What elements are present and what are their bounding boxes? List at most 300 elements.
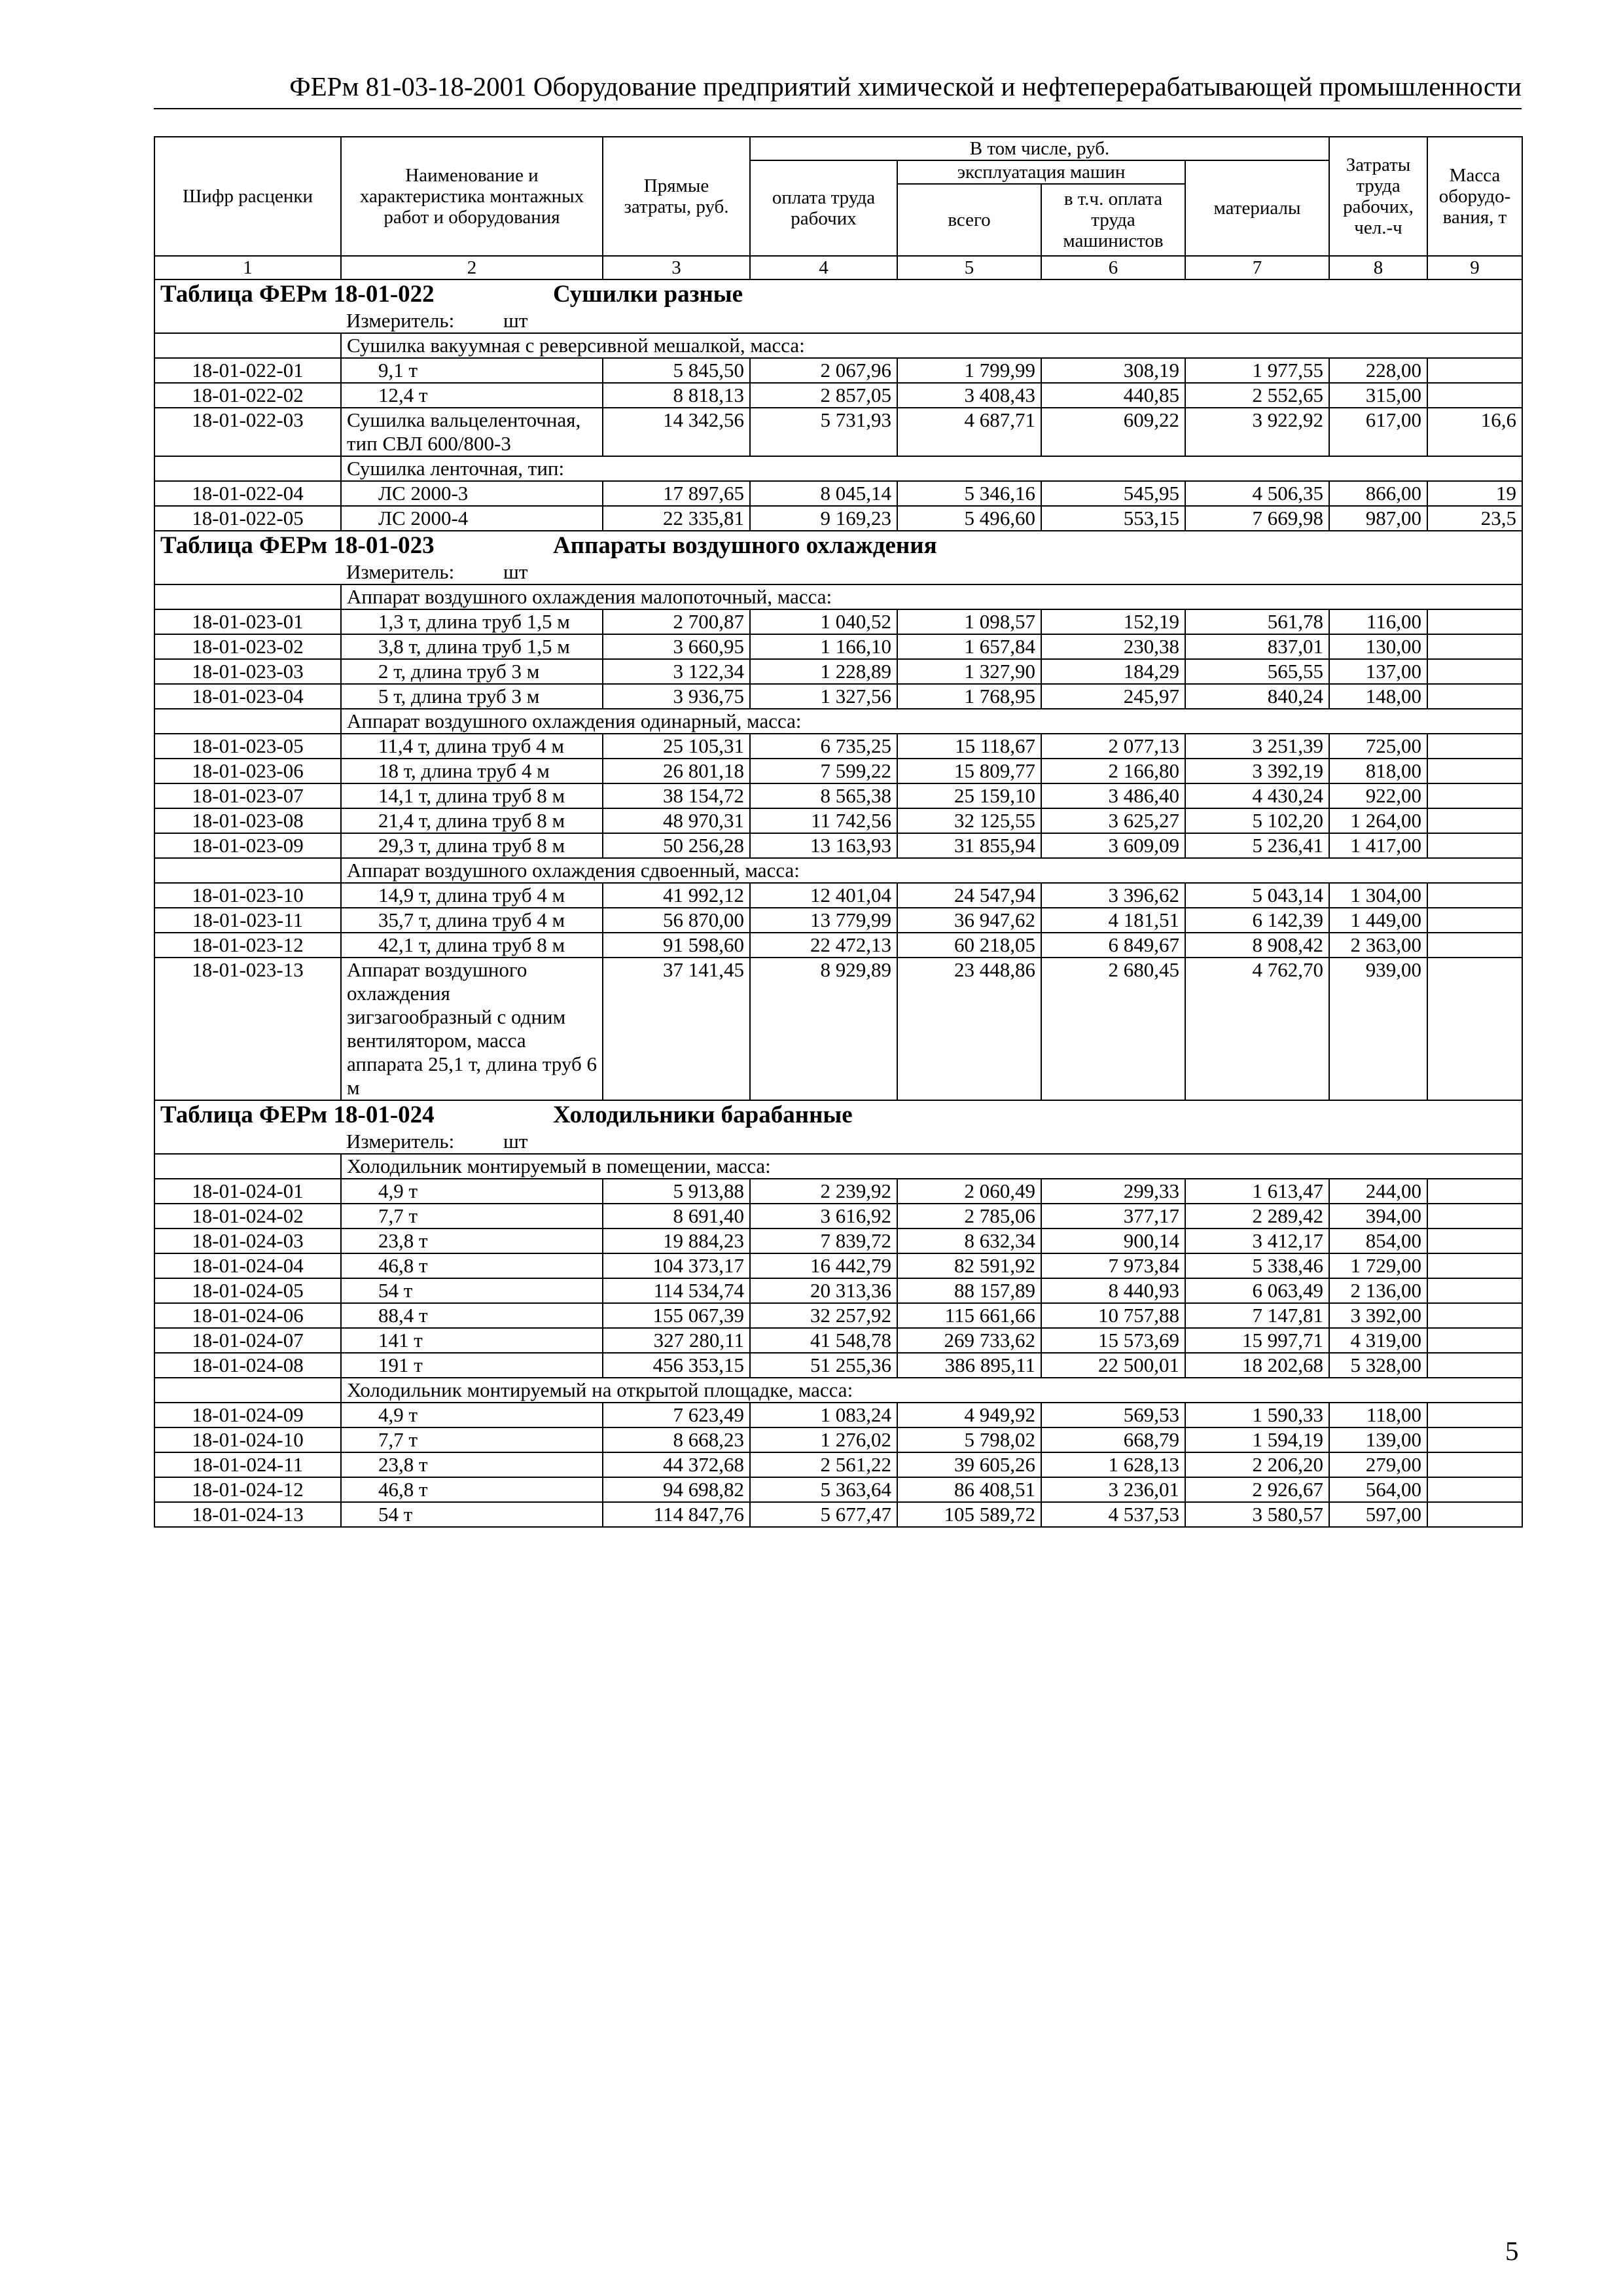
work-name: Аппарат воздушного охлаждения зигзагообразный с одним вентилятором, масса аппарата 25,1 т, длина труб 6 м (341, 958, 603, 1100)
cell-materials: 565,55 (1185, 659, 1329, 684)
group-heading-blank (154, 1154, 341, 1179)
rate-code: 18-01-023-08 (154, 808, 341, 833)
rate-code: 18-01-024-09 (154, 1403, 341, 1427)
cell-hours: 1 729,00 (1329, 1253, 1427, 1278)
col-header-direct: Прямые затраты, руб. (603, 137, 750, 256)
rate-code: 18-01-023-13 (154, 958, 341, 1100)
cell-m-total: 8 632,34 (897, 1229, 1041, 1253)
header-rule (154, 108, 1522, 109)
cell-labor: 11 742,56 (750, 808, 897, 833)
col-header-materials: материалы (1185, 160, 1329, 256)
cell-m-labor: 10 757,88 (1041, 1303, 1185, 1328)
section-title-cell (154, 279, 1522, 309)
table-row (154, 958, 1522, 1100)
cell-direct: 327 280,11 (603, 1328, 750, 1353)
col-header-m-total: всего (897, 184, 1041, 256)
table-row (154, 1253, 1522, 1278)
group-heading-row (154, 858, 1522, 883)
cell-mass (1427, 1253, 1522, 1278)
section-number: Таблица ФЕРм 18-01-024 (160, 1102, 435, 1128)
measure-blank (154, 560, 341, 584)
work-name: Сушилка вальцеленточная, тип СВЛ 600/800-3 (341, 408, 603, 456)
work-name: ЛС 2000-3 (341, 481, 603, 506)
col-number: 1 (154, 256, 341, 279)
table-row (154, 1353, 1522, 1378)
measure-cell (341, 1130, 1522, 1154)
cell-m-total: 4 687,71 (897, 408, 1041, 456)
cell-m-labor: 8 440,93 (1041, 1278, 1185, 1303)
cell-materials: 837,01 (1185, 634, 1329, 659)
rate-code: 18-01-024-07 (154, 1328, 341, 1353)
cell-materials: 4 762,70 (1185, 958, 1329, 1100)
cell-hours: 2 136,00 (1329, 1278, 1427, 1303)
cell-materials: 2 552,65 (1185, 383, 1329, 408)
cell-direct: 44 372,68 (603, 1452, 750, 1477)
cell-m-labor: 4 537,53 (1041, 1502, 1185, 1527)
work-name: 14,9 т, длина труб 4 м (341, 883, 603, 908)
cell-labor: 2 857,05 (750, 383, 897, 408)
col-number: 2 (341, 256, 603, 279)
cell-m-total: 1 799,99 (897, 358, 1041, 383)
cell-m-total: 39 605,26 (897, 1452, 1041, 1477)
cell-materials: 3 580,57 (1185, 1502, 1329, 1527)
rate-code: 18-01-023-11 (154, 908, 341, 933)
cell-direct: 50 256,28 (603, 833, 750, 858)
cell-labor: 12 401,04 (750, 883, 897, 908)
cell-m-labor: 4 181,51 (1041, 908, 1185, 933)
measure-blank (154, 309, 341, 333)
rate-code: 18-01-024-03 (154, 1229, 341, 1253)
cell-hours: 244,00 (1329, 1179, 1427, 1204)
cell-direct: 26 801,18 (603, 759, 750, 783)
cell-m-total: 25 159,10 (897, 783, 1041, 808)
cell-mass (1427, 933, 1522, 958)
cell-hours: 1 417,00 (1329, 833, 1427, 858)
cell-m-total: 60 218,05 (897, 933, 1041, 958)
cell-materials: 5 043,14 (1185, 883, 1329, 908)
work-name: 23,8 т (341, 1452, 603, 1477)
cell-hours: 939,00 (1329, 958, 1427, 1100)
col-number: 8 (1329, 256, 1427, 279)
cell-m-total: 82 591,92 (897, 1253, 1041, 1278)
cell-mass (1427, 634, 1522, 659)
rate-code: 18-01-023-04 (154, 684, 341, 709)
cell-m-labor: 668,79 (1041, 1427, 1185, 1452)
cell-mass (1427, 1502, 1522, 1527)
table-row (154, 783, 1522, 808)
cell-m-labor: 553,15 (1041, 506, 1185, 531)
group-heading: Холодильник монтируемый на открытой площадке, масса: (341, 1378, 1522, 1403)
cell-mass (1427, 1477, 1522, 1502)
cell-m-total: 115 661,66 (897, 1303, 1041, 1328)
table-row (154, 833, 1522, 858)
cell-materials: 2 926,67 (1185, 1477, 1329, 1502)
cell-labor: 6 735,25 (750, 734, 897, 759)
rate-code: 18-01-022-04 (154, 481, 341, 506)
cell-mass (1427, 1452, 1522, 1477)
cell-direct: 114 534,74 (603, 1278, 750, 1303)
section-number: Таблица ФЕРм 18-01-023 (160, 532, 435, 559)
measure-unit: шт (503, 560, 528, 583)
table-row (154, 908, 1522, 933)
cell-materials: 4 506,35 (1185, 481, 1329, 506)
measure-row (154, 309, 1522, 333)
cell-labor: 1 083,24 (750, 1403, 897, 1427)
page-number: 5 (1505, 2236, 1519, 2266)
rate-code: 18-01-023-09 (154, 833, 341, 858)
cell-hours: 922,00 (1329, 783, 1427, 808)
cell-m-total: 1 327,90 (897, 659, 1041, 684)
cell-m-labor: 299,33 (1041, 1179, 1185, 1204)
cell-m-total: 2 060,49 (897, 1179, 1041, 1204)
cell-mass (1427, 908, 1522, 933)
cell-mass (1427, 1403, 1522, 1427)
section-subtitle: Холодильники барабанные (553, 1102, 853, 1128)
rate-code: 18-01-023-03 (154, 659, 341, 684)
cell-labor: 41 548,78 (750, 1328, 897, 1353)
cell-labor: 2 561,22 (750, 1452, 897, 1477)
cell-materials: 8 908,42 (1185, 933, 1329, 958)
cell-m-labor: 1 628,13 (1041, 1452, 1185, 1477)
rates-table (154, 136, 1523, 1528)
cell-direct: 155 067,39 (603, 1303, 750, 1328)
table-row (154, 634, 1522, 659)
rate-code: 18-01-023-07 (154, 783, 341, 808)
cell-direct: 56 870,00 (603, 908, 750, 933)
work-name: 46,8 т (341, 1253, 603, 1278)
col-number: 6 (1041, 256, 1185, 279)
cell-labor: 7 839,72 (750, 1229, 897, 1253)
table-row (154, 808, 1522, 833)
cell-materials: 15 997,71 (1185, 1328, 1329, 1353)
cell-hours: 279,00 (1329, 1452, 1427, 1477)
cell-hours: 228,00 (1329, 358, 1427, 383)
cell-hours: 1 304,00 (1329, 883, 1427, 908)
cell-hours: 315,00 (1329, 383, 1427, 408)
work-name: 54 т (341, 1278, 603, 1303)
measure-unit: шт (503, 309, 528, 332)
group-heading-row (154, 333, 1522, 358)
cell-mass: 19 (1427, 481, 1522, 506)
group-heading-blank (154, 584, 341, 609)
cell-labor: 13 779,99 (750, 908, 897, 933)
cell-m-labor: 569,53 (1041, 1403, 1185, 1427)
work-name: 2 т, длина труб 3 м (341, 659, 603, 684)
rate-code: 18-01-024-02 (154, 1204, 341, 1229)
work-name: 9,1 т (341, 358, 603, 383)
rate-code: 18-01-022-01 (154, 358, 341, 383)
table-row (154, 506, 1522, 531)
measure-cell (341, 560, 1522, 584)
measure-row (154, 560, 1522, 584)
cell-m-total: 5 798,02 (897, 1427, 1041, 1452)
cell-mass: 16,6 (1427, 408, 1522, 456)
cell-m-total: 1 098,57 (897, 609, 1041, 634)
cell-direct: 104 373,17 (603, 1253, 750, 1278)
cell-m-labor: 545,95 (1041, 481, 1185, 506)
cell-m-total: 24 547,94 (897, 883, 1041, 908)
cell-m-labor: 900,14 (1041, 1229, 1185, 1253)
work-name: 88,4 т (341, 1303, 603, 1328)
group-heading-blank (154, 709, 341, 734)
col-number: 3 (603, 256, 750, 279)
cell-direct: 114 847,76 (603, 1502, 750, 1527)
work-name: 7,7 т (341, 1204, 603, 1229)
rate-code: 18-01-023-05 (154, 734, 341, 759)
cell-labor: 9 169,23 (750, 506, 897, 531)
cell-m-labor: 245,97 (1041, 684, 1185, 709)
cell-mass (1427, 759, 1522, 783)
cell-labor: 2 067,96 (750, 358, 897, 383)
cell-materials: 1 594,19 (1185, 1427, 1329, 1452)
group-heading-blank (154, 1378, 341, 1403)
col-header-incl: В том числе, руб. (750, 137, 1329, 160)
table-row (154, 1303, 1522, 1328)
table-row (154, 1403, 1522, 1427)
cell-hours: 617,00 (1329, 408, 1427, 456)
group-heading: Аппарат воздушного охлаждения малопоточный, масса: (341, 584, 1522, 609)
rate-code: 18-01-022-02 (154, 383, 341, 408)
work-name: 42,1 т, длина труб 8 м (341, 933, 603, 958)
cell-direct: 7 623,49 (603, 1403, 750, 1427)
cell-hours: 139,00 (1329, 1427, 1427, 1452)
group-heading: Сушилка вакуумная с реверсивной мешалкой, масса: (341, 333, 1522, 358)
cell-labor: 2 239,92 (750, 1179, 897, 1204)
cell-m-labor: 377,17 (1041, 1204, 1185, 1229)
cell-hours: 5 328,00 (1329, 1353, 1427, 1378)
table-row (154, 1328, 1522, 1353)
cell-mass (1427, 358, 1522, 383)
rate-code: 18-01-023-02 (154, 634, 341, 659)
cell-labor: 1 327,56 (750, 684, 897, 709)
cell-direct: 8 668,23 (603, 1427, 750, 1452)
cell-labor: 1 166,10 (750, 634, 897, 659)
cell-materials: 3 392,19 (1185, 759, 1329, 783)
cell-m-total: 2 785,06 (897, 1204, 1041, 1229)
table-row (154, 933, 1522, 958)
col-header-code: Шифр расценки (154, 137, 341, 256)
cell-m-total: 88 157,89 (897, 1278, 1041, 1303)
cell-m-labor: 22 500,01 (1041, 1353, 1185, 1378)
cell-direct: 22 335,81 (603, 506, 750, 531)
cell-labor: 51 255,36 (750, 1353, 897, 1378)
cell-direct: 5 845,50 (603, 358, 750, 383)
group-heading-row (154, 456, 1522, 481)
cell-m-labor: 3 609,09 (1041, 833, 1185, 858)
col-number: 4 (750, 256, 897, 279)
rate-code: 18-01-023-12 (154, 933, 341, 958)
group-heading-row (154, 709, 1522, 734)
work-name: 191 т (341, 1353, 603, 1378)
table-row (154, 408, 1522, 456)
cell-labor: 22 472,13 (750, 933, 897, 958)
cell-m-total: 23 448,86 (897, 958, 1041, 1100)
cell-mass (1427, 734, 1522, 759)
work-name: 54 т (341, 1502, 603, 1527)
cell-m-labor: 184,29 (1041, 659, 1185, 684)
cell-materials: 2 206,20 (1185, 1452, 1329, 1477)
cell-direct: 94 698,82 (603, 1477, 750, 1502)
cell-hours: 866,00 (1329, 481, 1427, 506)
col-header-name: Наименование и характеристика монтажных работ и оборудования (341, 137, 603, 256)
cell-materials: 3 412,17 (1185, 1229, 1329, 1253)
cell-mass (1427, 958, 1522, 1100)
cell-labor: 13 163,93 (750, 833, 897, 858)
work-name: 1,3 т, длина труб 1,5 м (341, 609, 603, 634)
cell-hours: 2 363,00 (1329, 933, 1427, 958)
work-name: 5 т, длина труб 3 м (341, 684, 603, 709)
measure-unit: шт (503, 1130, 528, 1153)
cell-m-total: 4 949,92 (897, 1403, 1041, 1427)
cell-mass (1427, 783, 1522, 808)
cell-direct: 38 154,72 (603, 783, 750, 808)
group-heading-blank (154, 333, 341, 358)
work-name: 23,8 т (341, 1229, 603, 1253)
cell-hours: 137,00 (1329, 659, 1427, 684)
cell-mass (1427, 1427, 1522, 1452)
cell-mass (1427, 1353, 1522, 1378)
cell-m-total: 105 589,72 (897, 1502, 1041, 1527)
cell-m-total: 86 408,51 (897, 1477, 1041, 1502)
cell-labor: 16 442,79 (750, 1253, 897, 1278)
cell-hours: 564,00 (1329, 1477, 1427, 1502)
cell-direct: 3 122,34 (603, 659, 750, 684)
cell-mass: 23,5 (1427, 506, 1522, 531)
rate-code: 18-01-024-06 (154, 1303, 341, 1328)
cell-mass (1427, 833, 1522, 858)
cell-hours: 130,00 (1329, 634, 1427, 659)
cell-m-total: 15 118,67 (897, 734, 1041, 759)
section-title-cell (154, 531, 1522, 560)
cell-materials: 840,24 (1185, 684, 1329, 709)
rate-code: 18-01-022-05 (154, 506, 341, 531)
cell-labor: 32 257,92 (750, 1303, 897, 1328)
work-name: 7,7 т (341, 1427, 603, 1452)
cell-m-total: 3 408,43 (897, 383, 1041, 408)
cell-hours: 987,00 (1329, 506, 1427, 531)
cell-direct: 41 992,12 (603, 883, 750, 908)
cell-materials: 5 338,46 (1185, 1253, 1329, 1278)
work-name: 11,4 т, длина труб 4 м (341, 734, 603, 759)
cell-materials: 1 590,33 (1185, 1403, 1329, 1427)
cell-materials: 18 202,68 (1185, 1353, 1329, 1378)
table-row (154, 1204, 1522, 1229)
cell-m-labor: 3 236,01 (1041, 1477, 1185, 1502)
cell-m-labor: 440,85 (1041, 383, 1185, 408)
cell-m-labor: 2 077,13 (1041, 734, 1185, 759)
cell-labor: 3 616,92 (750, 1204, 897, 1229)
rate-code: 18-01-024-05 (154, 1278, 341, 1303)
work-name: 4,9 т (341, 1179, 603, 1204)
cell-labor: 5 731,93 (750, 408, 897, 456)
cell-materials: 6 063,49 (1185, 1278, 1329, 1303)
cell-m-labor: 152,19 (1041, 609, 1185, 634)
group-heading-blank (154, 858, 341, 883)
rate-code: 18-01-023-10 (154, 883, 341, 908)
measure-label: Измеритель: (346, 1130, 455, 1153)
cell-labor: 8 929,89 (750, 958, 897, 1100)
work-name: 29,3 т, длина труб 8 м (341, 833, 603, 858)
work-name: 12,4 т (341, 383, 603, 408)
work-name: 141 т (341, 1328, 603, 1353)
cell-m-labor: 308,19 (1041, 358, 1185, 383)
table-row (154, 883, 1522, 908)
col-header-m-labor: в т.ч. оплата труда машинистов (1041, 184, 1185, 256)
group-heading-row (154, 1378, 1522, 1403)
cell-direct: 3 660,95 (603, 634, 750, 659)
cell-hours: 1 449,00 (1329, 908, 1427, 933)
table-section-title (154, 531, 1522, 560)
cell-mass (1427, 1303, 1522, 1328)
cell-materials: 4 430,24 (1185, 783, 1329, 808)
cell-m-labor: 2 680,45 (1041, 958, 1185, 1100)
cell-hours: 394,00 (1329, 1204, 1427, 1229)
page-header: ФЕРм 81-03-18-2001 Оборудование предприятий химической и нефтеперерабатывающей промышленности (289, 71, 1522, 101)
cell-hours: 118,00 (1329, 1403, 1427, 1427)
table-row (154, 684, 1522, 709)
rate-code: 18-01-024-01 (154, 1179, 341, 1204)
cell-m-labor: 7 973,84 (1041, 1253, 1185, 1278)
table-row (154, 659, 1522, 684)
measure-cell (341, 309, 1522, 333)
cell-direct: 5 913,88 (603, 1179, 750, 1204)
cell-materials: 7 669,98 (1185, 506, 1329, 531)
cell-hours: 116,00 (1329, 609, 1427, 634)
section-number: Таблица ФЕРм 18-01-022 (160, 281, 435, 308)
cell-hours: 4 319,00 (1329, 1328, 1427, 1353)
rate-code: 18-01-024-04 (154, 1253, 341, 1278)
measure-blank (154, 1130, 341, 1154)
cell-m-labor: 15 573,69 (1041, 1328, 1185, 1353)
rate-code: 18-01-022-03 (154, 408, 341, 456)
cell-direct: 8 691,40 (603, 1204, 750, 1229)
group-heading: Аппарат воздушного охлаждения одинарный, масса: (341, 709, 1522, 734)
work-name: 14,1 т, длина труб 8 м (341, 783, 603, 808)
table-row (154, 759, 1522, 783)
group-heading: Аппарат воздушного охлаждения сдвоенный, масса: (341, 858, 1522, 883)
table-row (154, 1229, 1522, 1253)
cell-mass (1427, 1204, 1522, 1229)
cell-direct: 456 353,15 (603, 1353, 750, 1378)
cell-m-labor: 230,38 (1041, 634, 1185, 659)
rate-code: 18-01-024-10 (154, 1427, 341, 1452)
work-name: ЛС 2000-4 (341, 506, 603, 531)
cell-m-total: 32 125,55 (897, 808, 1041, 833)
cell-m-labor: 2 166,80 (1041, 759, 1185, 783)
rate-code: 18-01-024-13 (154, 1502, 341, 1527)
work-name: 3,8 т, длина труб 1,5 м (341, 634, 603, 659)
cell-direct: 2 700,87 (603, 609, 750, 634)
work-name: 21,4 т, длина труб 8 м (341, 808, 603, 833)
table-row (154, 734, 1522, 759)
section-subtitle: Аппараты воздушного охлаждения (553, 532, 937, 559)
measure-label: Измеритель: (346, 560, 455, 583)
col-number: 5 (897, 256, 1041, 279)
cell-m-labor: 609,22 (1041, 408, 1185, 456)
work-name: 4,9 т (341, 1403, 603, 1427)
cell-labor: 5 363,64 (750, 1477, 897, 1502)
cell-materials: 1 977,55 (1185, 358, 1329, 383)
cell-materials: 1 613,47 (1185, 1179, 1329, 1204)
col-header-machines: эксплуатация машин (897, 160, 1185, 184)
table-section-title (154, 1100, 1522, 1130)
group-heading-blank (154, 456, 341, 481)
cell-labor: 1 276,02 (750, 1427, 897, 1452)
cell-materials: 3 251,39 (1185, 734, 1329, 759)
table-section-title (154, 279, 1522, 309)
cell-mass (1427, 1229, 1522, 1253)
group-heading-row (154, 584, 1522, 609)
